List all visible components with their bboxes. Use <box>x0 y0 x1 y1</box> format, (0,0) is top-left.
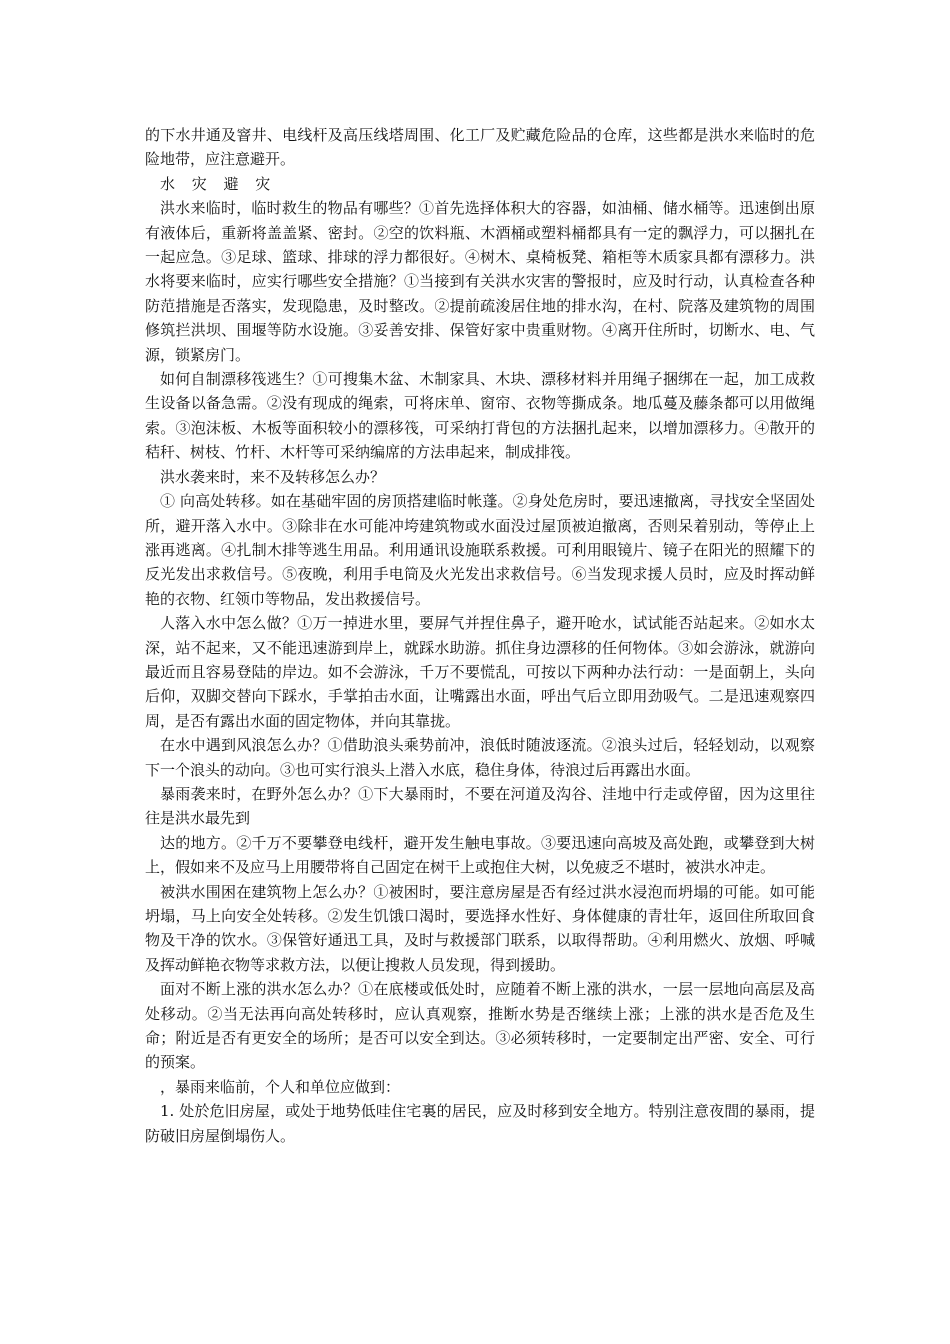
paragraph: 被洪水围困在建筑物上怎么办？①被困时，要注意房屋是否有经过洪水浸泡而坍塌的可能。如可能坍塌，马上向安全处转移。②发生饥饿口渴时，要选择水性好、身体健康的青壮年，返回住所取回食物及干净的饮水。③保管好通迅工具，及时与救援部门联系，以取得帮助。④利用燃火、放烟、呼喊及挥动鲜艳衣物等求救方法，以便让搜救人员发现，得到援助。 <box>145 882 815 974</box>
section-heading: 水 灾 避 灾 <box>160 174 277 193</box>
paragraph: 人落入水中怎么做？①万一掉进水里，要屏气并捏住鼻子，避开呛水，试试能否站起来。②如水太深，站不起来，又不能迅速游到岸上，就踩水助游。抓住身边漂移的任何物体。③如会游泳，就游向最近而且容易登陆的岸边。如不会游泳，千万不要慌乱，可按以下两种办法行动：一是面朝上，头向后仰，双脚交替向下踩水，手掌拍击水面，让嘴露出水面，呼出气后立即用劲吸气。二是迅速观察四周，是否有露出水面的固定物体，并向其靠拢。 <box>145 614 815 730</box>
list-item: 1. 处於危旧房屋，或处于地势低哇住宅裏的居民，应及时移到安全地方。特别注意夜間的暴雨，提防破旧房屋倒塌伤人。 <box>145 1102 815 1145</box>
paragraph-continuation: 的下水井通及窨井、电线杆及高压线塔周围、化工厂及贮藏危险品的仓库，这些都是洪水来临时的危险地带，应注意避开。 <box>145 126 815 169</box>
paragraph: 洪水来临时，临时救生的物品有哪些？①首先选择体积大的容器，如油桶、储水桶等。迅速倒出原有液体后，重新将盖盖紧、密封。②空的饮料瓶、木酒桶或塑料桶都具有一定的飘浮力，可以捆扎在一起应急。③足球、篮球、排球的浮力都很好。④树木、桌椅板凳、箱柜等木质家具都有漂移力。洪水将要来临时，应实行哪些安全措施？①当接到有关洪水灾害的警报时，应及时行动，认真检查各种防范措施是否落实，发现隐患，及时整改。②提前疏浚居住地的排水沟，在村、院落及建筑物的周围修筑拦洪坝、围堰等防水设施。③妥善安排、保管好家中贵重财物。④离开住所时，切断水、电、气源，锁紧房门。 <box>145 199 815 364</box>
paragraph: 洪水袭来时，来不及转移怎么办？ <box>160 467 386 486</box>
paragraph: 暴雨袭来时，在野外怎么办？①下大暴雨时，不要在河道及沟谷、洼地中行走或停留，因为这里往往是洪水最先到 <box>145 784 815 828</box>
paragraph: ① 向高处转移。如在基础牢固的房顶搭建临时帐蓬。②身处危房时，要迅速撤离，寻找安全坚固处所，避开落入水中。③除非在水可能冲垮建筑物或水面没过屋顶被迫撤离，否则呆着别动，等停止上涨再逃离。④扎制木排等逃生用品。利用通讯设施联系救援。可利用眼镜片、镜子在阳光的照耀下的反光发出求救信号。⑤夜晚，利用手电筒及火光发出求救信号。⑥当发现求援人员时，应及时挥动鲜艳的衣物、红领巾等物品，发出救援信号。 <box>145 492 815 608</box>
paragraph: 在水中遇到风浪怎么办？①借助浪头乘势前冲，浪低时随波逐流。②浪头过后，轻轻划动，以观察下一个浪头的动向。③也可实行浪头上潜入水底，稳住身体，待浪过后再露出水面。 <box>145 736 815 779</box>
paragraph: 达的地方。②千万不要攀登电线杆，避开发生触电事故。③要迅速向高坡及高处跑，或攀登到大树上，假如来不及应马上用腰带将自己固定在树干上或抱住大树，以免疲乏不堪时，被洪水冲走。 <box>145 833 815 877</box>
paragraph: 面对不断上涨的洪水怎么办？①在底楼或低处时，应随着不断上涨的洪水，一层一层地向高层及高处移动。②当无法再向高处转移时，应认真观察，推断水势是否继续上涨；上涨的洪水是否危及生命；附近是否有更安全的场所；是否可以安全到达。③必须转移时，一定要制定出严密、安全、可行的预案。 <box>145 980 815 1072</box>
document-body <box>145 123 815 1148</box>
paragraph: 如何自制漂移筏逃生？①可搜集木盆、木制家具、木块、漂移材料并用绳子捆绑在一起，加工成救生设备以备急需。②没有现成的绳索，可将床单、窗帘、衣物等撕成条。地瓜蔓及藤条都可以用做绳索。③泡沫板、木板等面积较小的漂移筏，可采纳打背包的方法捆扎起来，以增加漂移力。④散开的秸秆、树枝、竹杆、木杆等可采纳编席的方法串起来，制成排筏。 <box>145 370 815 462</box>
paragraph: ，暴雨来临前，个人和单位应做到： <box>160 1077 401 1096</box>
